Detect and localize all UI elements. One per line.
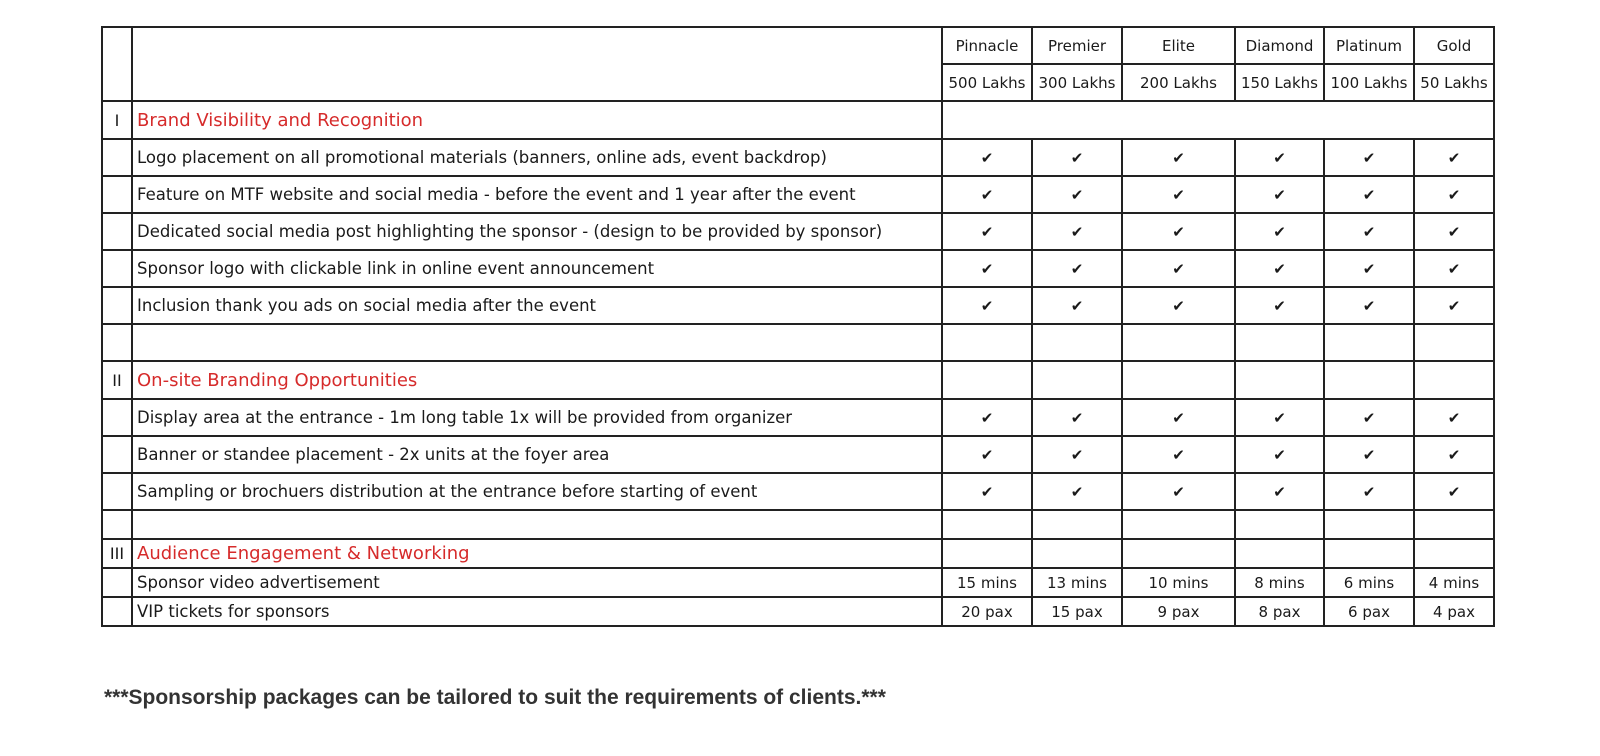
empty-cell xyxy=(1032,361,1122,399)
check-icon: ✔ xyxy=(1032,287,1122,324)
row-label: Sponsor video advertisement xyxy=(132,568,942,597)
section-title: Brand Visibility and Recognition xyxy=(132,101,942,139)
empty-cell xyxy=(1414,324,1494,361)
tier-price: 300 Lakhs xyxy=(1032,64,1122,101)
row-value: 15 pax xyxy=(1032,597,1122,626)
row-index-cell xyxy=(102,473,132,510)
row-index-cell xyxy=(102,250,132,287)
check-icon: ✔ xyxy=(1235,250,1324,287)
check-icon: ✔ xyxy=(1032,473,1122,510)
row-label: Banner or standee placement - 2x units at the foyer area xyxy=(132,436,942,473)
row-index-cell xyxy=(102,139,132,176)
tier-price: 50 Lakhs xyxy=(1414,64,1494,101)
check-icon: ✔ xyxy=(1235,176,1324,213)
row-value: 4 pax xyxy=(1414,597,1494,626)
row-value: 4 mins xyxy=(1414,568,1494,597)
empty-cell xyxy=(942,510,1032,539)
table-row xyxy=(102,250,1494,287)
check-icon: ✔ xyxy=(1235,213,1324,250)
row-value: 8 mins xyxy=(1235,568,1324,597)
empty-cell xyxy=(1235,324,1324,361)
section-title: Audience Engagement & Networking xyxy=(132,539,942,568)
check-icon: ✔ xyxy=(1324,139,1414,176)
empty-cell xyxy=(1032,324,1122,361)
footer-note: ***Sponsorship packages can be tailored to suit the requirements of clients.*** xyxy=(104,686,886,709)
empty-cell xyxy=(1235,361,1324,399)
table-row xyxy=(102,176,1494,213)
row-index-cell xyxy=(102,436,132,473)
row-value: 20 pax xyxy=(942,597,1032,626)
row-value: 13 mins xyxy=(1032,568,1122,597)
check-icon: ✔ xyxy=(942,213,1032,250)
section-numeral: III xyxy=(102,539,132,568)
corner-cell xyxy=(102,27,132,101)
section-numeral: I xyxy=(102,101,132,139)
sponsorship-table xyxy=(101,26,1495,627)
section-blank-cell xyxy=(942,101,1494,139)
check-icon: ✔ xyxy=(1324,250,1414,287)
row-value: 8 pax xyxy=(1235,597,1324,626)
check-icon: ✔ xyxy=(1324,176,1414,213)
tier-name: Premier xyxy=(1032,27,1122,64)
check-icon: ✔ xyxy=(1414,436,1494,473)
tier-name: Platinum xyxy=(1324,27,1414,64)
check-icon: ✔ xyxy=(1122,287,1235,324)
empty-cell xyxy=(102,324,132,361)
empty-cell xyxy=(1122,539,1235,568)
section-header-row xyxy=(102,539,1494,568)
table-row xyxy=(102,597,1494,626)
check-icon: ✔ xyxy=(942,250,1032,287)
check-icon: ✔ xyxy=(1122,213,1235,250)
check-icon: ✔ xyxy=(1324,399,1414,436)
check-icon: ✔ xyxy=(1235,139,1324,176)
row-label: Feature on MTF website and social media - before the event and 1 year after the event xyxy=(132,176,942,213)
check-icon: ✔ xyxy=(1324,213,1414,250)
row-value: 10 mins xyxy=(1122,568,1235,597)
table-row xyxy=(102,568,1494,597)
check-icon: ✔ xyxy=(1235,287,1324,324)
table-row xyxy=(102,287,1494,324)
table-row xyxy=(102,436,1494,473)
empty-cell xyxy=(942,539,1032,568)
empty-cell xyxy=(1235,510,1324,539)
check-icon: ✔ xyxy=(1122,399,1235,436)
row-label: Logo placement on all promotional materials (banners, online ads, event backdrop) xyxy=(132,139,942,176)
tier-name: Diamond xyxy=(1235,27,1324,64)
check-icon: ✔ xyxy=(942,436,1032,473)
check-icon: ✔ xyxy=(1032,250,1122,287)
check-icon: ✔ xyxy=(1032,176,1122,213)
table-row xyxy=(102,139,1494,176)
empty-cell xyxy=(1324,510,1414,539)
row-index-cell xyxy=(102,176,132,213)
empty-cell xyxy=(1235,539,1324,568)
check-icon: ✔ xyxy=(1324,473,1414,510)
check-icon: ✔ xyxy=(942,139,1032,176)
empty-cell xyxy=(1414,361,1494,399)
spacer-row xyxy=(102,324,1494,361)
check-icon: ✔ xyxy=(1032,213,1122,250)
tier-price: 500 Lakhs xyxy=(942,64,1032,101)
table-row xyxy=(102,473,1494,510)
check-icon: ✔ xyxy=(942,399,1032,436)
row-value: 6 mins xyxy=(1324,568,1414,597)
row-label: Inclusion thank you ads on social media after the event xyxy=(132,287,942,324)
check-icon: ✔ xyxy=(1235,473,1324,510)
check-icon: ✔ xyxy=(1235,436,1324,473)
empty-cell xyxy=(1414,510,1494,539)
tier-price: 150 Lakhs xyxy=(1235,64,1324,101)
empty-cell xyxy=(1414,539,1494,568)
check-icon: ✔ xyxy=(1032,436,1122,473)
section-title: On-site Branding Opportunities xyxy=(132,361,942,399)
row-label: Sampling or brochuers distribution at the entrance before starting of event xyxy=(132,473,942,510)
row-value: 9 pax xyxy=(1122,597,1235,626)
empty-cell xyxy=(1122,324,1235,361)
check-icon: ✔ xyxy=(1414,139,1494,176)
row-label: Dedicated social media post highlighting the sponsor - (design to be provided by sponsor) xyxy=(132,213,942,250)
check-icon: ✔ xyxy=(1414,399,1494,436)
row-label: Display area at the entrance - 1m long table 1x will be provided from organizer xyxy=(132,399,942,436)
check-icon: ✔ xyxy=(1032,399,1122,436)
empty-cell xyxy=(942,361,1032,399)
check-icon: ✔ xyxy=(942,473,1032,510)
check-icon: ✔ xyxy=(1324,287,1414,324)
tier-price: 200 Lakhs xyxy=(1122,64,1235,101)
empty-cell xyxy=(102,510,132,539)
check-icon: ✔ xyxy=(1414,176,1494,213)
row-value: 6 pax xyxy=(1324,597,1414,626)
empty-cell xyxy=(1032,510,1122,539)
row-label: Sponsor logo with clickable link in online event announcement xyxy=(132,250,942,287)
section-numeral: II xyxy=(102,361,132,399)
empty-cell xyxy=(132,324,942,361)
check-icon: ✔ xyxy=(1414,287,1494,324)
table-row xyxy=(102,213,1494,250)
row-label: VIP tickets for sponsors xyxy=(132,597,942,626)
empty-cell xyxy=(1324,324,1414,361)
section-header-row xyxy=(102,361,1494,399)
tier-name: Gold xyxy=(1414,27,1494,64)
section-header-row xyxy=(102,101,1494,139)
tier-price: 100 Lakhs xyxy=(1324,64,1414,101)
check-icon: ✔ xyxy=(1122,473,1235,510)
check-icon: ✔ xyxy=(1235,399,1324,436)
check-icon: ✔ xyxy=(942,176,1032,213)
empty-cell xyxy=(1122,510,1235,539)
table-row xyxy=(102,399,1494,436)
row-index-cell xyxy=(102,213,132,250)
check-icon: ✔ xyxy=(1032,139,1122,176)
row-index-cell xyxy=(102,568,132,597)
tier-name: Elite xyxy=(1122,27,1235,64)
tier-name: Pinnacle xyxy=(942,27,1032,64)
check-icon: ✔ xyxy=(1414,250,1494,287)
check-icon: ✔ xyxy=(1122,176,1235,213)
row-index-cell xyxy=(102,399,132,436)
row-value: 15 mins xyxy=(942,568,1032,597)
check-icon: ✔ xyxy=(1324,436,1414,473)
spacer-row xyxy=(102,510,1494,539)
empty-cell xyxy=(1032,539,1122,568)
empty-cell xyxy=(942,324,1032,361)
tier-name-row xyxy=(102,27,1494,64)
row-index-cell xyxy=(102,287,132,324)
check-icon: ✔ xyxy=(1122,436,1235,473)
check-icon: ✔ xyxy=(1414,473,1494,510)
check-icon: ✔ xyxy=(942,287,1032,324)
header-blank-cell xyxy=(132,27,942,101)
empty-cell xyxy=(1324,539,1414,568)
empty-cell xyxy=(1122,361,1235,399)
row-index-cell xyxy=(102,597,132,626)
check-icon: ✔ xyxy=(1122,250,1235,287)
empty-cell xyxy=(1324,361,1414,399)
check-icon: ✔ xyxy=(1122,139,1235,176)
check-icon: ✔ xyxy=(1414,213,1494,250)
empty-cell xyxy=(132,510,942,539)
